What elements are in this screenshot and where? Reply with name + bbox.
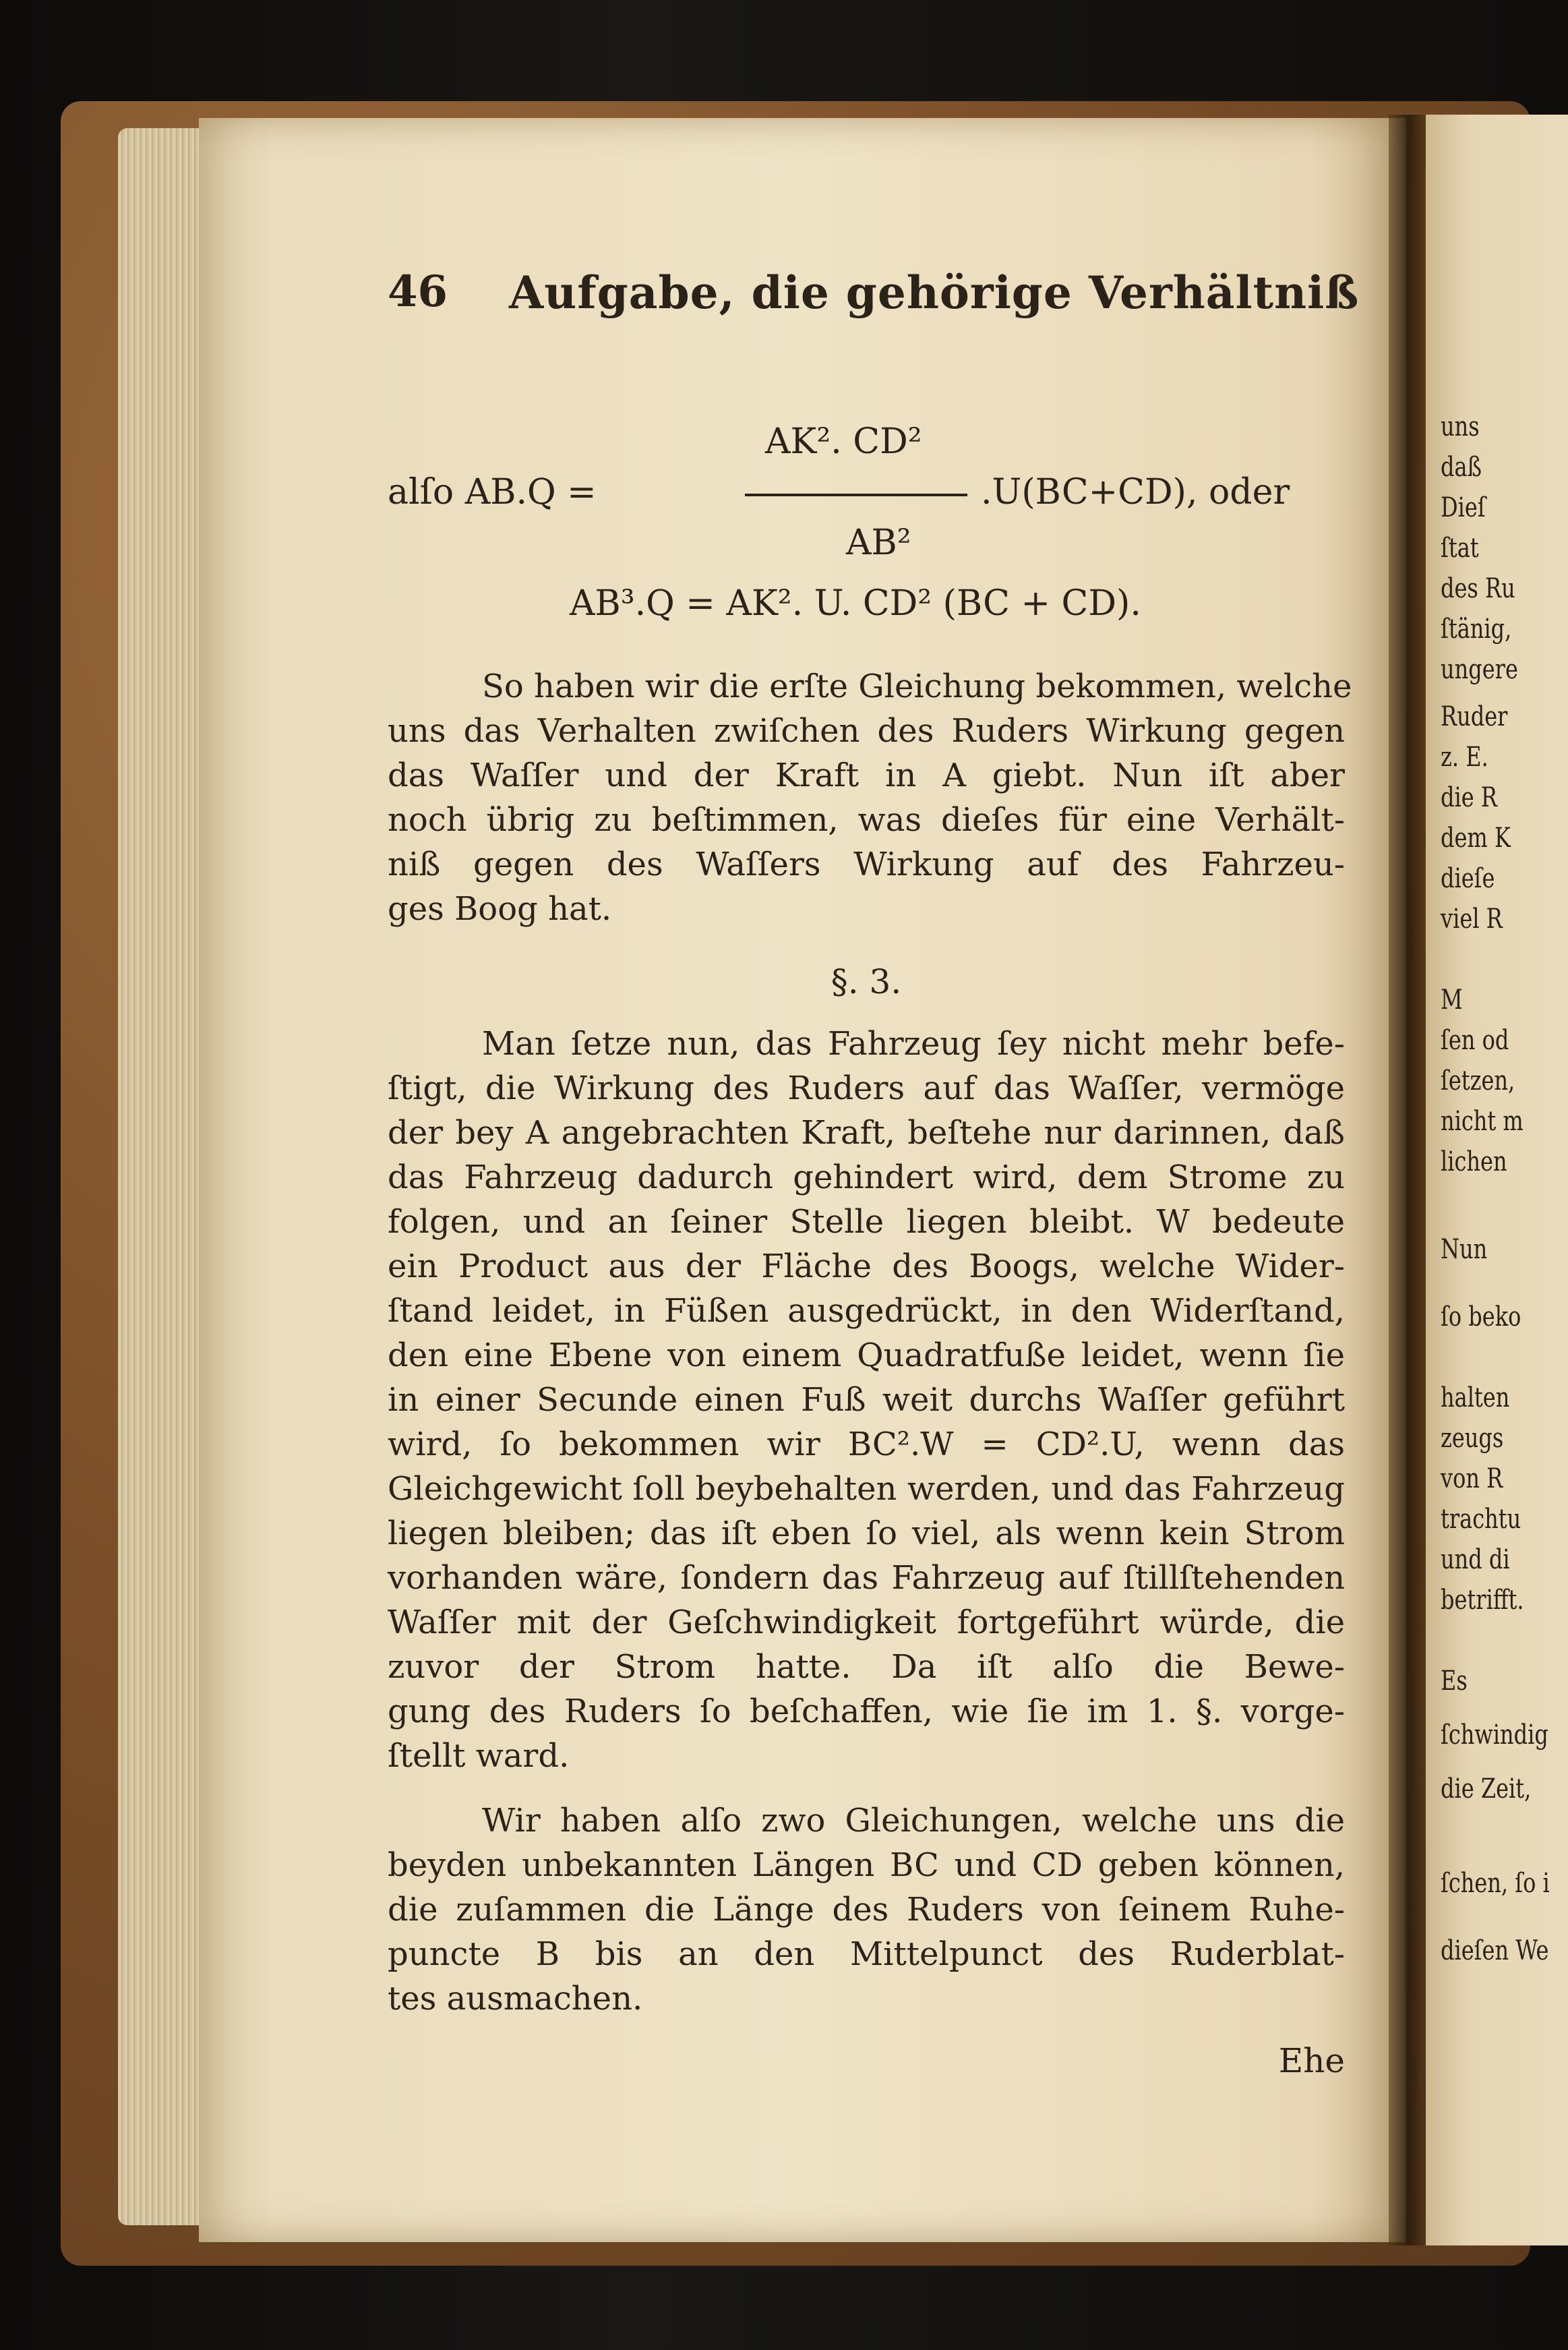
text-line: So haben wir die erſte Gleichung bekommen, welche — [482, 668, 1352, 705]
adjacent-page-fragment: halten — [1441, 1382, 1510, 1413]
text-line: die zuſammen die Länge des Ruders von ſeinem Ruhe- — [388, 1891, 1345, 1929]
text-line: tes ausmachen. — [388, 1980, 643, 2018]
adjacent-page-fragment: ſtat — [1441, 533, 1479, 564]
adjacent-page-fragment: Es — [1441, 1666, 1468, 1697]
adjacent-page-fragment: Nun — [1441, 1234, 1488, 1265]
text-line: ſtellt ward. — [388, 1737, 570, 1775]
text-line: uns das Verhalten zwiſchen des Ruders Wirkung gegen — [388, 712, 1345, 750]
adjacent-page-fragment: ſchen, ſo i — [1441, 1868, 1550, 1899]
text-line: noch übrig zu beſtimmen, was dieſes für eine Verhält- — [388, 801, 1345, 839]
adjacent-page-fragment: ſetzen, — [1441, 1065, 1515, 1096]
adjacent-page-fragment: ſo beko — [1441, 1301, 1521, 1332]
page-text — [388, 266, 1360, 2080]
formula-lhs: alſo AB.Q = — [388, 472, 597, 512]
adjacent-page-fragment: dieſe — [1441, 863, 1495, 894]
adjacent-page-fragment: von R — [1441, 1463, 1503, 1494]
text-line: Man ſetze nun, das Fahrzeug ſey nicht mehr befe- — [482, 1025, 1345, 1063]
formula-rhs: .U(BC+CD), oder — [981, 472, 1290, 512]
adjacent-page-fragment: und di — [1441, 1544, 1510, 1575]
formula-second: AB³.Q = AK². U. CD² (BC + CD). — [570, 583, 1141, 624]
adjacent-page-fragment: die Zeit, — [1441, 1773, 1532, 1804]
adjacent-page-fragment: die R — [1441, 782, 1497, 813]
text-line: ſtand leidet, in Füßen ausgedrückt, in den Widerſtand, — [388, 1292, 1345, 1330]
catchword: Ehe — [1278, 2041, 1345, 2080]
page-number: 46 — [388, 266, 448, 317]
adjacent-page-fragment: zeugs — [1441, 1423, 1504, 1454]
adjacent-page — [1426, 115, 1568, 2245]
adjacent-page-fragment: ſen od — [1441, 1025, 1509, 1056]
text-line: zuvor der Strom hatte. Da iſt alſo die Bewe- — [388, 1648, 1345, 1686]
text-line: vorhanden wäre, ſondern das Fahrzeug auf ſtillſtehenden — [388, 1559, 1345, 1597]
adjacent-page-fragment: ſchwindig — [1441, 1720, 1548, 1751]
text-line: Wir haben alſo zwo Gleichungen, welche uns die — [482, 1802, 1345, 1840]
running-head: Aufgabe, die gehörige Verhältniß — [509, 266, 1360, 319]
text-line: den eine Ebene von einem Quadratfuße leidet, wenn ſie — [388, 1336, 1345, 1374]
adjacent-page-fragment: betrifft. — [1441, 1585, 1524, 1616]
section-heading: §. 3. — [831, 962, 902, 1001]
adjacent-page-fragment: des Ru — [1441, 573, 1515, 604]
paragraph-2 — [388, 1022, 1345, 1778]
adjacent-page-fragment: lichen — [1441, 1146, 1507, 1177]
adjacent-page-fragment: viel R — [1441, 904, 1503, 935]
text-line: puncte B bis an den Mittelpunct des Ruderblat- — [388, 1935, 1345, 1973]
text-line: ges Boog hat. — [388, 890, 612, 928]
page-edges — [118, 128, 199, 2225]
adjacent-page-fragment: ungere — [1441, 654, 1518, 685]
text-line: der bey A angebrachten Kraft, beſtehe nur darinnen, daß — [388, 1114, 1345, 1152]
text-line: niß gegen des Waſſers Wirkung auf des Fahrzeu- — [388, 846, 1345, 883]
adjacent-page-fragment: ſtänig, — [1441, 614, 1512, 645]
book-gutter — [1389, 115, 1429, 2245]
text-line: Gleichgewicht ſoll beybehalten werden, und das Fahrzeug — [388, 1470, 1345, 1508]
formula-equation — [388, 583, 1345, 664]
text-line: liegen bleiben; das iſt eben ſo viel, als wenn kein Strom — [388, 1515, 1345, 1552]
text-line: ſtigt, die Wirkung des Ruders auf das Waſſer, vermöge — [388, 1069, 1345, 1107]
text-line: wird, ſo bekommen wir BC².W = CD².U, wenn das — [388, 1426, 1345, 1463]
formula-fraction — [388, 334, 1345, 563]
adjacent-page-fragment: nicht m — [1441, 1106, 1524, 1137]
formula-numerator: AK². CD² — [765, 421, 922, 462]
adjacent-page-fragment: daß — [1441, 452, 1482, 483]
adjacent-page-fragment: dem K — [1441, 823, 1511, 854]
page-header — [388, 266, 1360, 334]
text-line: Waſſer mit der Geſchwindigkeit fortgeführt würde, die — [388, 1604, 1345, 1641]
adjacent-page-fragment: M — [1441, 985, 1463, 1016]
text-line: das Fahrzeug dadurch gehindert wird, dem Strome zu — [388, 1158, 1345, 1196]
text-line: gung des Ruders ſo beſchaffen, wie ſie im 1. §. vorge- — [388, 1693, 1345, 1730]
text-line: beyden unbekannten Längen BC und CD geben können, — [388, 1846, 1345, 1884]
adjacent-page-fragment: Ruder — [1441, 701, 1508, 732]
paragraph-3 — [388, 1798, 1345, 2021]
text-line: in einer Secunde einen Fuß weit durchs Waſſer geführt — [388, 1381, 1345, 1419]
adjacent-page-fragment: dieſen We — [1441, 1935, 1549, 1966]
adjacent-page-fragment: Dieſ — [1441, 492, 1486, 523]
adjacent-page-fragment: uns — [1441, 411, 1480, 442]
adjacent-page-fragment: trachtu — [1441, 1504, 1521, 1535]
formula-denominator: AB² — [846, 523, 911, 563]
text-line: ein Product aus der Fläche des Boogs, welche Wider- — [388, 1247, 1345, 1285]
paragraph-1 — [388, 664, 1352, 931]
adjacent-page-fragment: z. E. — [1441, 742, 1488, 773]
text-line: folgen, und an ſeiner Stelle liegen bleibt. W bedeute — [388, 1203, 1345, 1241]
fraction-bar — [745, 494, 967, 496]
text-line: das Waſſer und der Kraft in A giebt. Nun iſt aber — [388, 757, 1345, 794]
